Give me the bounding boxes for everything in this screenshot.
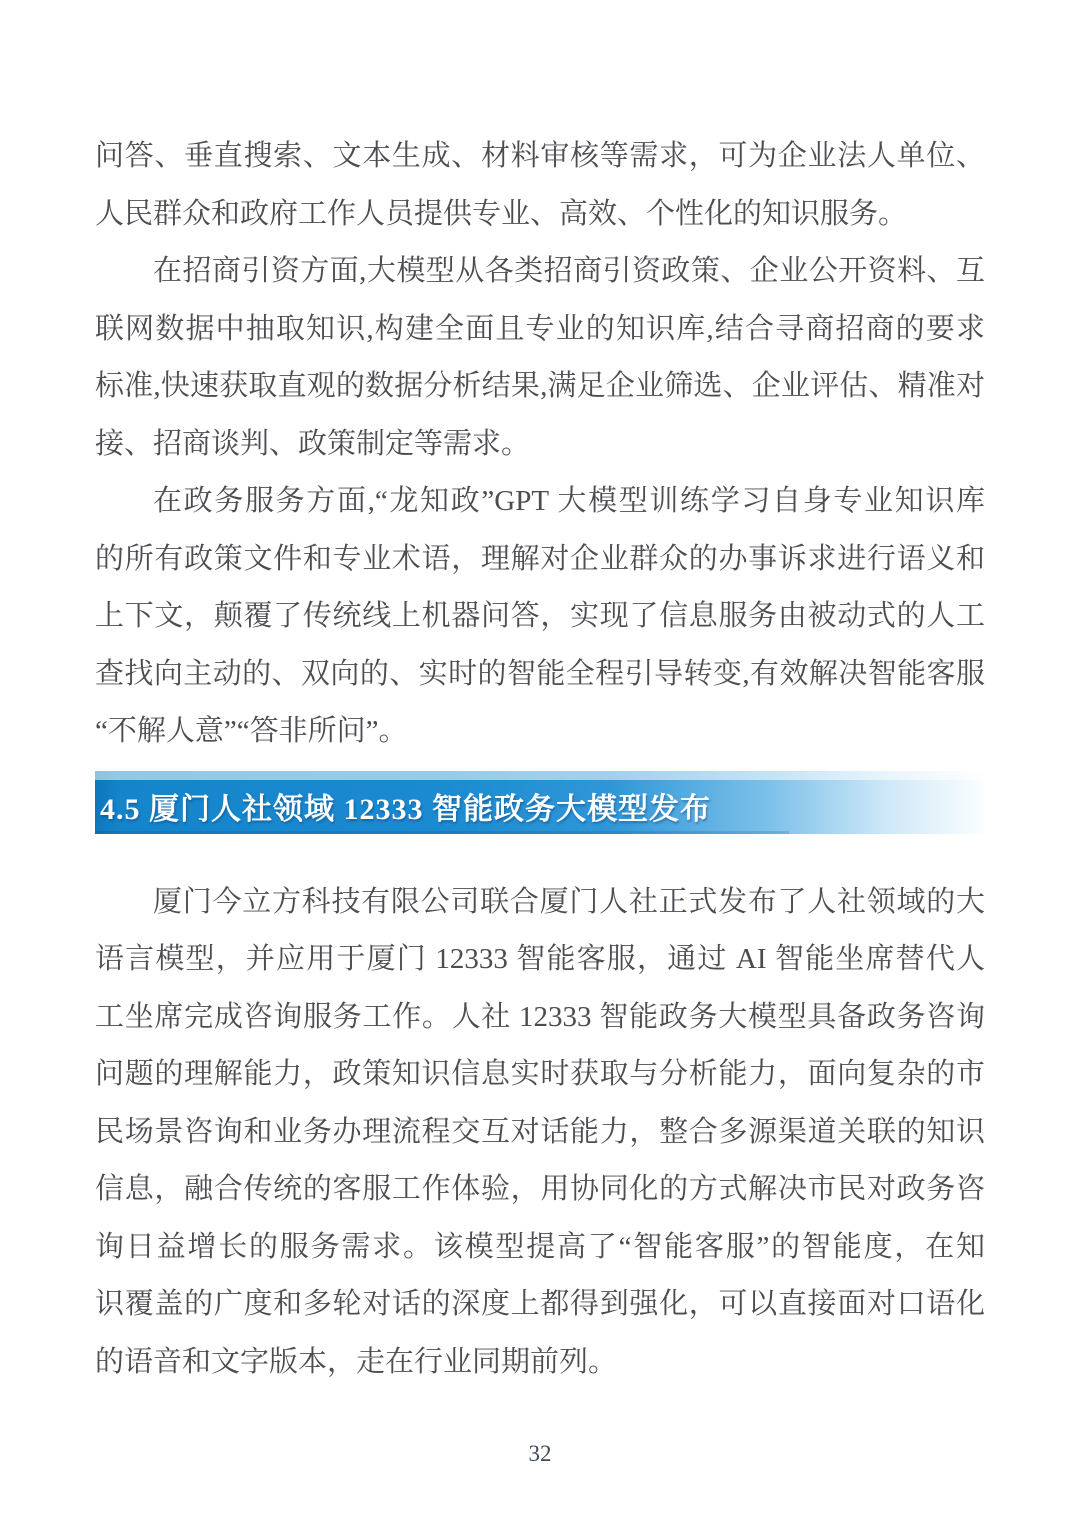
text-line: 在政务服务方面,“龙知政”GPT 大模型训练学习自身专业知识库 [153, 485, 985, 517]
text-line: 询日益增长的服务需求。该模型提高了“智能客服”的智能度，在知 [95, 1230, 985, 1263]
text-line: 厦门今立方科技有限公司联合厦门人社正式发布了人社领域的大 [153, 885, 985, 918]
paragraph-knowledge-services [95, 128, 985, 243]
page-number-label: 32 [528, 1441, 552, 1466]
paragraph-investment-promotion [95, 243, 985, 473]
text-line: 的所有政策文件和专业术语，理解对企业群众的办事诉求进行语义和 [95, 542, 985, 575]
text-line: 工坐席完成咨询服务工作。人社 12333 智能政务大模型具备政务咨询 [95, 1000, 985, 1033]
text-line: 查找向主动的、双向的、实时的智能全程引导转变,有效解决智能客服 [95, 657, 985, 690]
section-heading-title: 4.5 厦门人社领域 12333 智能政务大模型发布 [100, 793, 711, 826]
paragraph-government-services [95, 473, 985, 761]
text-line: 标准,快速获取直观的数据分析结果,满足企业筛选、企业评估、精准对 [95, 370, 985, 402]
text-line: 接、招商谈判、政策制定等需求。 [95, 427, 531, 460]
section-heading-band [95, 771, 985, 834]
text-line: 问答、垂直搜索、文本生成、材料审核等需求，可为企业法人单位、 [95, 140, 985, 172]
text-line: 语言模型，并应用于厦门 12333 智能客服，通过 AI 智能坐席替代人 [95, 943, 985, 975]
text-line: 上下文，颠覆了传统线上机器问答，实现了信息服务由被动式的人工 [95, 600, 985, 632]
text-line: 的语音和文字版本，走在行业同期前列。 [95, 1345, 618, 1378]
text-line: “不解人意”“答非所问”。 [95, 715, 408, 747]
text-line: 民场景咨询和业务办理流程交互对话能力，整合多源渠道关联的知识 [95, 1115, 985, 1148]
text-line: 联网数据中抽取知识,构建全面且专业的知识库,结合寻商招商的要求 [95, 312, 985, 345]
text-line: 识覆盖的广度和多轮对话的深度上都得到强化，可以直接面对口语化 [95, 1288, 985, 1320]
text-line: 人民群众和政府工作人员提供专业、高效、个性化的知识服务。 [95, 197, 908, 230]
paragraph-xiamen-12333-model [95, 874, 985, 1392]
text-line: 信息，融合传统的客服工作体验，用协同化的方式解决市民对政务咨 [95, 1173, 985, 1205]
page-content [95, 128, 985, 1391]
text-line: 在招商引资方面,大模型从各类招商引资政策、企业公开资料、互 [153, 255, 985, 287]
text-line: 问题的理解能力，政策知识信息实时获取与分析能力，面向复杂的市 [95, 1058, 985, 1090]
